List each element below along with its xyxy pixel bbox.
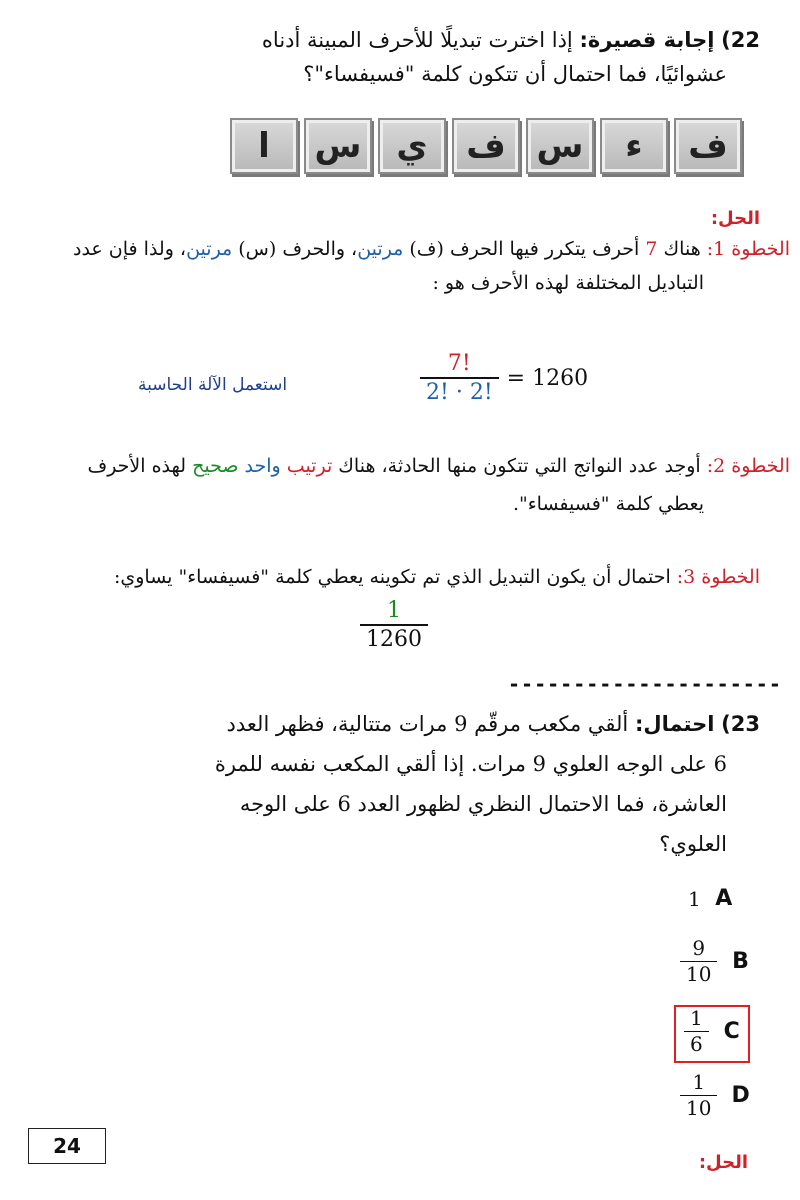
- step2-one: واحد: [244, 455, 281, 477]
- step2-text-b: لهذه الأحرف: [87, 455, 193, 477]
- step1-line1: [73, 238, 790, 260]
- q22-text-line2: عشوائيًا، فما احتمال أن تتكون كلمة "فسيفساء"؟: [303, 62, 727, 86]
- q23-text-line4: العلوي؟: [659, 832, 727, 856]
- choice-a-label: A: [715, 886, 733, 911]
- q22-title: إجابة قصيرة:: [579, 28, 715, 52]
- step1-twice-1: مرتين: [357, 238, 404, 260]
- step2-correct: صحيح: [192, 455, 239, 477]
- step1-text-c: ، والحرف (س): [232, 238, 358, 260]
- choice-d-numerator: 1: [692, 1070, 706, 1094]
- letter-tile: ف: [452, 118, 520, 174]
- choice-d-fraction: [680, 1072, 717, 1119]
- calculator-note: استعمل الآلة الحاسبة: [138, 375, 288, 395]
- step1-text-a: هناك: [657, 238, 701, 260]
- choice-c-denominator: 6: [684, 1031, 709, 1055]
- choice-c-fraction: [684, 1008, 709, 1055]
- letter-tile: ا: [230, 118, 298, 174]
- letter-tile: س: [304, 118, 372, 174]
- step3-label: الخطوة 3:: [676, 566, 760, 588]
- step2-text-a: أوجد عدد النواتج التي تتكون منها الحادثة، هناك: [332, 455, 701, 477]
- choice-d[interactable]: [680, 1072, 749, 1119]
- solution-label: الحل:: [710, 208, 760, 229]
- step2-line2: يعطي كلمة "فسيفساء".: [512, 493, 704, 515]
- step3-fraction: [360, 598, 428, 651]
- step1-seven: 7: [645, 238, 658, 260]
- permutation-fraction: [420, 352, 499, 404]
- fraction-denominator: 2! · 2!: [420, 377, 499, 404]
- choice-b-fraction: [680, 938, 717, 985]
- solution2-label: الحل:: [698, 1152, 748, 1173]
- step1-twice-2: مرتين: [186, 238, 233, 260]
- choice-b[interactable]: [680, 938, 749, 985]
- step1-text-b: أحرف يتكرر فيها الحرف (ف): [403, 238, 646, 260]
- step2-label: الخطوة 2:: [706, 455, 790, 477]
- q22-text-line1: إذا اخترت تبديلًا للأحرف المبينة أدناه: [261, 28, 573, 52]
- q23-text-line2: 6 على الوجه العلوي 9 مرات. إذا ألقي المكعب نفسه للمرة: [214, 752, 727, 776]
- choice-d-denominator: 10: [680, 1095, 717, 1119]
- choice-c-numerator: 1: [690, 1006, 703, 1030]
- step1-text-d: ، ولذا فإن عدد: [73, 238, 187, 260]
- choice-b-label: B: [732, 949, 749, 974]
- letter-tiles: [230, 118, 742, 174]
- q23-title: احتمال:: [634, 712, 715, 736]
- letter-tile: ف: [674, 118, 742, 174]
- separator-line: ---------------------: [508, 672, 782, 696]
- step2-line1: [88, 455, 791, 477]
- step3-text: احتمال أن يكون التبديل الذي تم تكوينه يعطي كلمة "فسيفساء" يساوي:: [113, 566, 671, 588]
- probability-denominator: 1260: [360, 624, 428, 651]
- step2-order: ترتيب: [286, 455, 333, 477]
- q23-header: [227, 712, 760, 736]
- choice-a[interactable]: [688, 886, 733, 911]
- letter-tile: س: [526, 118, 594, 174]
- q22-header: [20, 22, 760, 58]
- probability-fraction: [360, 599, 428, 651]
- q23-number: 23): [721, 712, 760, 736]
- page-number: 24: [53, 1134, 81, 1158]
- choice-c-label: C: [723, 1019, 740, 1044]
- step3-line: [114, 566, 760, 588]
- choice-b-numerator: 9: [692, 936, 706, 960]
- q23-text-line3: العاشرة، فما الاحتمال النظري لظهور العدد 6 على الوجه: [239, 792, 727, 816]
- step1-line2: التباديل المختلفة لهذه الأحرف هو :: [432, 272, 704, 294]
- page-number-box: [28, 1128, 106, 1164]
- letter-tile: ء: [600, 118, 668, 174]
- step1-label: الخطوة 1:: [706, 238, 790, 260]
- choice-d-label: D: [731, 1083, 750, 1108]
- letter-tile: ي: [378, 118, 446, 174]
- choice-b-denominator: 10: [680, 961, 717, 985]
- q23-text-line1: ألقي مكعب مرقّم 9 مرات متتالية، فظهر العدد: [226, 712, 629, 736]
- formula-result: = 1260: [506, 365, 589, 391]
- q22-number: 22): [721, 28, 760, 52]
- step1-formula: [420, 352, 588, 404]
- choice-a-value: 1: [688, 886, 701, 911]
- fraction-numerator: 7!: [447, 351, 471, 376]
- probability-numerator: 1: [387, 598, 401, 623]
- choice-c[interactable]: [684, 1008, 741, 1055]
